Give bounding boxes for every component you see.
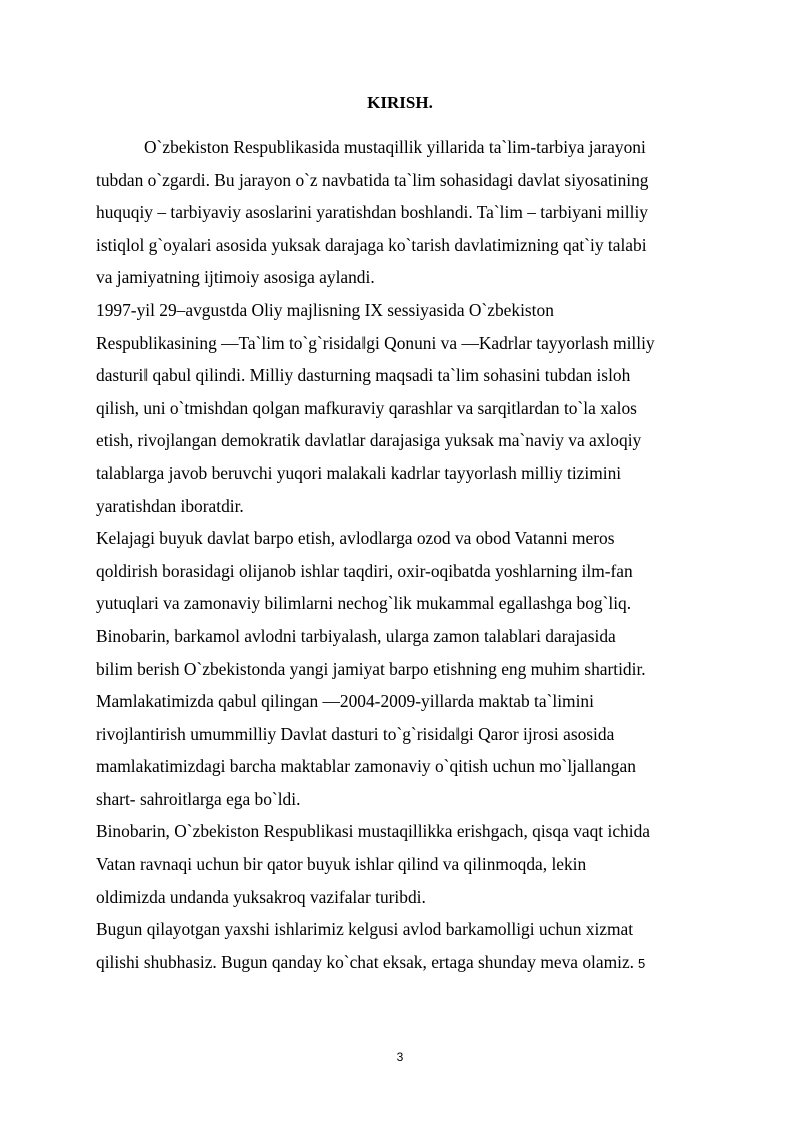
text-line: O`zbekiston Respublikasida mustaqillik yillarida ta`lim-tarbiya jarayoni bbox=[144, 137, 646, 157]
text-line: yaratishdan iboratdir. bbox=[96, 495, 244, 516]
text-line: etish, rivojlangan demokratik davlatlar darajasiga yuksak ma`naviy va axloqiy bbox=[96, 430, 642, 451]
text-line: Vatan ravnaqi uchun bir qator buyuk ishlar qilind va qilinmoqda, lekin bbox=[96, 854, 587, 875]
text-line: dasturi‖ qabul qilindi. Milliy dasturning maqsadi ta`lim sohasini tubdan isloh bbox=[96, 365, 631, 386]
text-line: qoldirish borasidagi olijanob ishlar taqdiri, oxir-oqibatda yoshlarning ilm-fan bbox=[96, 560, 633, 581]
text-line: rivojlantirish umummilliy Davlat dasturi to`g`risida‖gi Qaror ijrosi asosida bbox=[96, 723, 615, 744]
text-line: shart- sahroitlarga ega bo`ldi. bbox=[96, 788, 301, 809]
text-line: Binobarin, barkamol avlodni tarbiyalash, ularga zamon talablari darajasida bbox=[96, 625, 616, 646]
text-line-last bbox=[96, 946, 708, 981]
text-line: 1997-yil 29–avgustda Oliy majlisning IX sessiyasida O`zbekiston bbox=[96, 299, 554, 320]
text-line: qilishi shubhasiz. Bugun qanday ko`chat eksak, ertaga shunday meva olamiz. bbox=[96, 951, 635, 972]
text-line: Binobarin, O`zbekiston Respublikasi mustaqillikka erishgach, qisqa vaqt ichida bbox=[96, 821, 650, 842]
text-line: Bugun qilayotgan yaxshi ishlarimiz kelgusi avlod barkamolligi uchun xizmat bbox=[96, 919, 634, 940]
text-line: Kelajagi buyuk davlat barpo etish, avlodlarga ozod va obod Vatanni meros bbox=[96, 528, 615, 549]
text-line: bilim berish O`zbekistonda yangi jamiyat barpo etishning eng muhim shartidir. bbox=[96, 658, 646, 679]
text-line: mamlakatimizdagi barcha maktablar zamonaviy o`qitish uchun mo`ljallangan bbox=[96, 756, 636, 777]
body-text bbox=[96, 131, 708, 980]
footnote-reference[interactable]: 5 bbox=[638, 955, 646, 971]
text-line: va jamiyatning ijtimoiy asosiga aylandi. bbox=[96, 267, 375, 288]
page-number: 3 bbox=[396, 1050, 404, 1064]
text-line: Mamlakatimizda qabul qilingan ―2004-2009-yillarda maktab ta`limini bbox=[96, 691, 594, 712]
text-line: huquqiy – tarbiyaviy asoslarini yaratishdan boshlandi. Ta`lim – tarbiyani milliy bbox=[96, 202, 648, 223]
text-line: yutuqlari va zamonaviy bilimlarni nechog`lik mukammal egallashga bog`liq. bbox=[96, 593, 632, 614]
text-line: Respublikasining ―Ta`lim to`g`risida‖gi Qonuni va ―Kadrlar tayyorlash milliy bbox=[96, 332, 655, 353]
page-title: KIRISH. bbox=[367, 93, 433, 112]
text-line: talablarga javob beruvchi yuqori malakali kadrlar tayyorlash milliy tizimini bbox=[96, 462, 622, 483]
text-line: oldimizda undanda yuksakroq vazifalar turibdi. bbox=[96, 886, 426, 907]
text-line: istiqlol g`oyalari asosida yuksak darajaga ko`tarish davlatimizning qat`iy talabi bbox=[96, 234, 647, 255]
text-line: qilish, uni o`tmishdan qolgan mafkuraviy qarashlar va sarqitlardan to`la xalos bbox=[96, 397, 637, 418]
text-line: tubdan o`zgardi. Bu jarayon o`z navbatida ta`lim sohasidagi davlat siyosatining bbox=[96, 169, 649, 190]
